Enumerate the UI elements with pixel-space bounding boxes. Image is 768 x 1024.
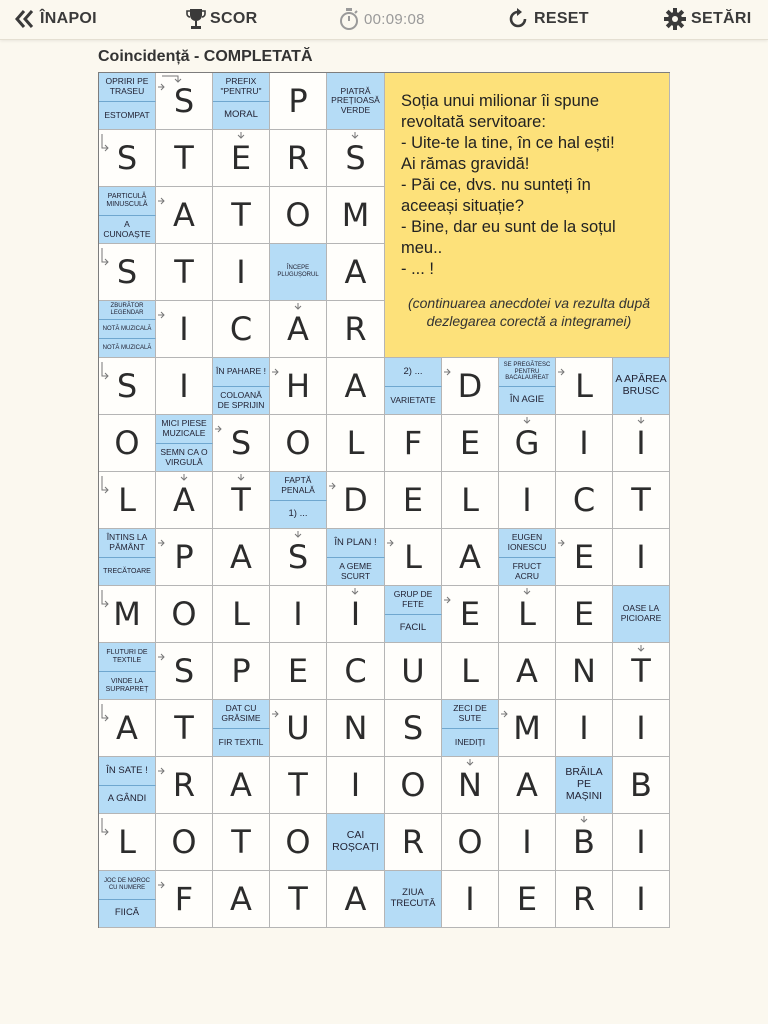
clue-cell[interactable]: ÎN SATE !: [99, 757, 156, 786]
letter-cell[interactable]: A: [327, 244, 385, 301]
clue-cell[interactable]: ZBURĂTOR LEGENDAR: [99, 301, 156, 320]
story-line: aceeași situație?: [401, 197, 524, 215]
settings-button[interactable]: [663, 6, 751, 32]
clue-cell[interactable]: EUGEN IONESCU: [499, 529, 556, 558]
letter-cell[interactable]: U: [270, 700, 327, 757]
back-icon: [14, 8, 36, 30]
letter-cell[interactable]: T: [156, 130, 213, 187]
reset-icon: [506, 7, 530, 31]
letter-cell[interactable]: I: [556, 700, 613, 757]
letter-cell[interactable]: O: [270, 415, 327, 472]
letter-cell[interactable]: N: [442, 757, 499, 814]
letter-cell[interactable]: A: [327, 871, 385, 928]
letter-cell[interactable]: I: [613, 415, 670, 472]
clue-cell[interactable]: FACIL: [385, 615, 442, 643]
reset-label: RESET: [534, 10, 589, 27]
letter-cell[interactable]: A: [156, 187, 213, 244]
letter-cell[interactable]: C: [556, 472, 613, 529]
letter-cell[interactable]: M: [499, 700, 556, 757]
trophy-icon: [186, 7, 206, 31]
letter-cell[interactable]: A: [327, 358, 385, 415]
letter-cell[interactable]: A: [442, 529, 499, 586]
letter-cell[interactable]: R: [270, 130, 327, 187]
letter-cell[interactable]: O: [442, 814, 499, 871]
story-note: (continuarea anecdotei va rezulta după dezlegarea corectă a integramei): [407, 295, 651, 329]
letter-cell[interactable]: N: [556, 643, 613, 700]
clue-cell[interactable]: PARTICULĂ MINUSCULĂ: [99, 187, 156, 216]
letter-cell[interactable]: S: [156, 73, 213, 130]
letter-cell[interactable]: S: [385, 700, 442, 757]
top-bar: [0, 0, 768, 40]
clue-cell[interactable]: ZIUA TRECUTĂ: [385, 871, 442, 928]
clue-cell[interactable]: ÎN PAHARE !: [213, 358, 270, 387]
letter-cell[interactable]: E: [556, 586, 613, 643]
letter-cell[interactable]: L: [442, 643, 499, 700]
letter-cell[interactable]: I: [156, 301, 213, 358]
letter-cell[interactable]: I: [442, 871, 499, 928]
letter-cell[interactable]: S: [213, 415, 270, 472]
clue-cell[interactable]: NOTĂ MUZICALĂ: [99, 320, 156, 339]
score-label: SCOR: [210, 10, 258, 27]
clue-cell[interactable]: DAT CU GRĂSIME: [213, 700, 270, 729]
letter-cell[interactable]: L: [556, 358, 613, 415]
clue-cell[interactable]: A APĂREA BRUSC: [613, 358, 670, 415]
score-button[interactable]: [186, 6, 257, 32]
letter-cell[interactable]: I: [613, 814, 670, 871]
clue-cell[interactable]: OPRIRI PE TRASEU: [99, 73, 156, 102]
letter-cell[interactable]: A: [99, 700, 156, 757]
letter-cell[interactable]: L: [442, 472, 499, 529]
story-text: [401, 91, 657, 280]
letter-cell[interactable]: M: [327, 187, 385, 244]
letter-cell[interactable]: O: [156, 586, 213, 643]
story-panel: [385, 73, 670, 358]
letter-cell[interactable]: O: [270, 814, 327, 871]
letter-cell[interactable]: L: [385, 529, 442, 586]
letter-cell[interactable]: S: [327, 130, 385, 187]
clue-cell[interactable]: ÎNCEPE PLUGUȘORUL: [270, 244, 327, 301]
letter-cell[interactable]: E: [213, 130, 270, 187]
clue-cell[interactable]: SEMN CA O VIRGULĂ: [156, 444, 213, 472]
story-line: - Păi ce, dvs. nu sunteți în: [401, 176, 591, 194]
timer: [338, 6, 425, 32]
letter-cell[interactable]: E: [499, 871, 556, 928]
letter-cell[interactable]: I: [499, 814, 556, 871]
letter-cell[interactable]: P: [156, 529, 213, 586]
letter-cell[interactable]: I: [156, 358, 213, 415]
letter-cell[interactable]: A: [213, 871, 270, 928]
letter-cell[interactable]: L: [213, 586, 270, 643]
letter-cell[interactable]: L: [499, 586, 556, 643]
letter-cell[interactable]: I: [499, 472, 556, 529]
letter-cell[interactable]: P: [270, 73, 327, 130]
letter-cell[interactable]: T: [213, 814, 270, 871]
reset-button[interactable]: [506, 6, 589, 32]
letter-cell[interactable]: T: [270, 871, 327, 928]
back-button[interactable]: [14, 6, 97, 32]
letter-cell[interactable]: E: [385, 472, 442, 529]
letter-cell[interactable]: S: [99, 358, 156, 415]
clue-cell[interactable]: 1) ...: [270, 501, 327, 529]
letter-cell[interactable]: A: [156, 472, 213, 529]
letter-cell[interactable]: S: [270, 529, 327, 586]
letter-cell[interactable]: B: [556, 814, 613, 871]
letter-cell[interactable]: L: [99, 472, 156, 529]
letter-cell[interactable]: F: [385, 415, 442, 472]
letter-cell[interactable]: M: [99, 586, 156, 643]
clue-cell[interactable]: MICI PIESE MUZICALE: [156, 415, 213, 444]
letter-cell[interactable]: E: [442, 415, 499, 472]
letter-cell[interactable]: S: [99, 244, 156, 301]
clue-cell[interactable]: CAI ROȘCAȚI: [327, 814, 385, 871]
puzzle-title: Coincidență - COMPLETATĂ: [98, 48, 313, 65]
letter-cell[interactable]: A: [499, 757, 556, 814]
letter-cell[interactable]: S: [99, 130, 156, 187]
clue-cell[interactable]: TRECĂTOARE: [99, 558, 156, 586]
story-line: - Uite-te la tine, în ce hal ești!: [401, 134, 615, 152]
letter-cell[interactable]: O: [270, 187, 327, 244]
letter-cell[interactable]: P: [213, 643, 270, 700]
clue-cell[interactable]: INEDIȚI: [442, 729, 499, 757]
story-line: meu..: [401, 239, 443, 257]
clue-cell[interactable]: FRUCT ACRU: [499, 558, 556, 586]
clue-cell[interactable]: PREFIX "PENTRU": [213, 73, 270, 102]
clue-cell[interactable]: VINDE LA SUPRAPREȚ: [99, 672, 156, 700]
letter-cell[interactable]: E: [556, 529, 613, 586]
clue-cell[interactable]: MORAL: [213, 102, 270, 130]
clue-cell[interactable]: OASE LA PICIOARE: [613, 586, 670, 643]
letter-cell[interactable]: I: [613, 700, 670, 757]
letter-cell[interactable]: O: [385, 757, 442, 814]
clue-cell[interactable]: FIICĂ: [99, 900, 156, 928]
clue-cell[interactable]: BRĂILA PE MAȘINI: [556, 757, 613, 814]
letter-cell[interactable]: R: [385, 814, 442, 871]
clue-cell[interactable]: ESTOMPAT: [99, 102, 156, 130]
letter-cell[interactable]: T: [213, 187, 270, 244]
letter-cell[interactable]: H: [270, 358, 327, 415]
letter-cell[interactable]: G: [499, 415, 556, 472]
letter-cell[interactable]: O: [99, 415, 156, 472]
clue-cell[interactable]: FIR TEXTIL: [213, 729, 270, 757]
clue-cell[interactable]: FAPTĂ PENALĂ: [270, 472, 327, 501]
crossword-grid: [98, 72, 670, 928]
letter-cell[interactable]: I: [613, 871, 670, 928]
letter-cell[interactable]: R: [556, 871, 613, 928]
clue-cell[interactable]: ZECI DE SUTE: [442, 700, 499, 729]
letter-cell[interactable]: E: [442, 586, 499, 643]
letter-cell[interactable]: I: [327, 757, 385, 814]
letter-cell[interactable]: L: [327, 415, 385, 472]
clue-cell[interactable]: SE PREGĂTESC PENTRU BACALAUREAT: [499, 358, 556, 387]
clue-cell[interactable]: A CUNOAȘTE: [99, 216, 156, 244]
letter-cell[interactable]: I: [556, 415, 613, 472]
letter-cell[interactable]: O: [156, 814, 213, 871]
back-label: ÎNAPOI: [40, 10, 97, 27]
clue-cell[interactable]: VARIETATE: [385, 387, 442, 415]
clue-cell[interactable]: ÎN AGIE: [499, 387, 556, 415]
letter-cell[interactable]: N: [327, 700, 385, 757]
letter-cell[interactable]: D: [327, 472, 385, 529]
clue-cell[interactable]: A GEME SCURT: [327, 558, 385, 586]
letter-cell[interactable]: T: [613, 472, 670, 529]
letter-cell[interactable]: I: [270, 586, 327, 643]
story-line: - ... !: [401, 260, 434, 278]
clue-cell[interactable]: PIATRĂ PREȚIOASĂ VERDE: [327, 73, 385, 130]
letter-cell[interactable]: I: [327, 586, 385, 643]
story-line: Soția unui milionar îi spune: [401, 92, 600, 110]
letter-cell[interactable]: A: [270, 301, 327, 358]
timer-value: 00:09:08: [364, 10, 425, 28]
clue-cell[interactable]: NOTĂ MUZICALĂ: [99, 339, 156, 358]
clue-cell[interactable]: COLOANĂ DE SPRIJIN: [213, 387, 270, 415]
clue-cell[interactable]: 2) ...: [385, 358, 442, 387]
story-line: Ai rămas gravidă!: [401, 155, 530, 173]
letter-cell[interactable]: A: [213, 757, 270, 814]
clue-cell[interactable]: GRUP DE FETE: [385, 586, 442, 615]
letter-cell[interactable]: C: [213, 301, 270, 358]
letter-cell[interactable]: T: [270, 757, 327, 814]
letter-cell[interactable]: L: [99, 814, 156, 871]
letter-cell[interactable]: R: [156, 757, 213, 814]
letter-cell[interactable]: I: [613, 529, 670, 586]
letter-cell[interactable]: T: [213, 472, 270, 529]
story-line: revoltată servitoare:: [401, 113, 546, 131]
letter-cell[interactable]: A: [499, 643, 556, 700]
letter-cell[interactable]: B: [613, 757, 670, 814]
settings-label: SETĂRI: [691, 10, 752, 27]
letter-cell[interactable]: A: [213, 529, 270, 586]
clue-cell[interactable]: JOC DE NOROC CU NUMERE: [99, 871, 156, 900]
letter-cell[interactable]: T: [156, 244, 213, 301]
clue-cell[interactable]: ÎNTINS LA PĂMÂNT: [99, 529, 156, 558]
letter-cell[interactable]: R: [327, 301, 385, 358]
letter-cell[interactable]: U: [385, 643, 442, 700]
stopwatch-icon: [338, 7, 360, 31]
letter-cell[interactable]: S: [156, 643, 213, 700]
letter-cell[interactable]: I: [213, 244, 270, 301]
clue-cell[interactable]: FLUTURI DE TEXTILE: [99, 643, 156, 672]
letter-cell[interactable]: T: [156, 700, 213, 757]
clue-cell[interactable]: ÎN PLAN !: [327, 529, 385, 558]
clue-cell[interactable]: A GÂNDI: [99, 786, 156, 814]
letter-cell[interactable]: T: [613, 643, 670, 700]
letter-cell[interactable]: E: [270, 643, 327, 700]
story-line: - Bine, dar eu sunt de la soțul: [401, 218, 616, 236]
letter-cell[interactable]: D: [442, 358, 499, 415]
letter-cell[interactable]: F: [156, 871, 213, 928]
gear-icon: [663, 7, 687, 31]
letter-cell[interactable]: C: [327, 643, 385, 700]
